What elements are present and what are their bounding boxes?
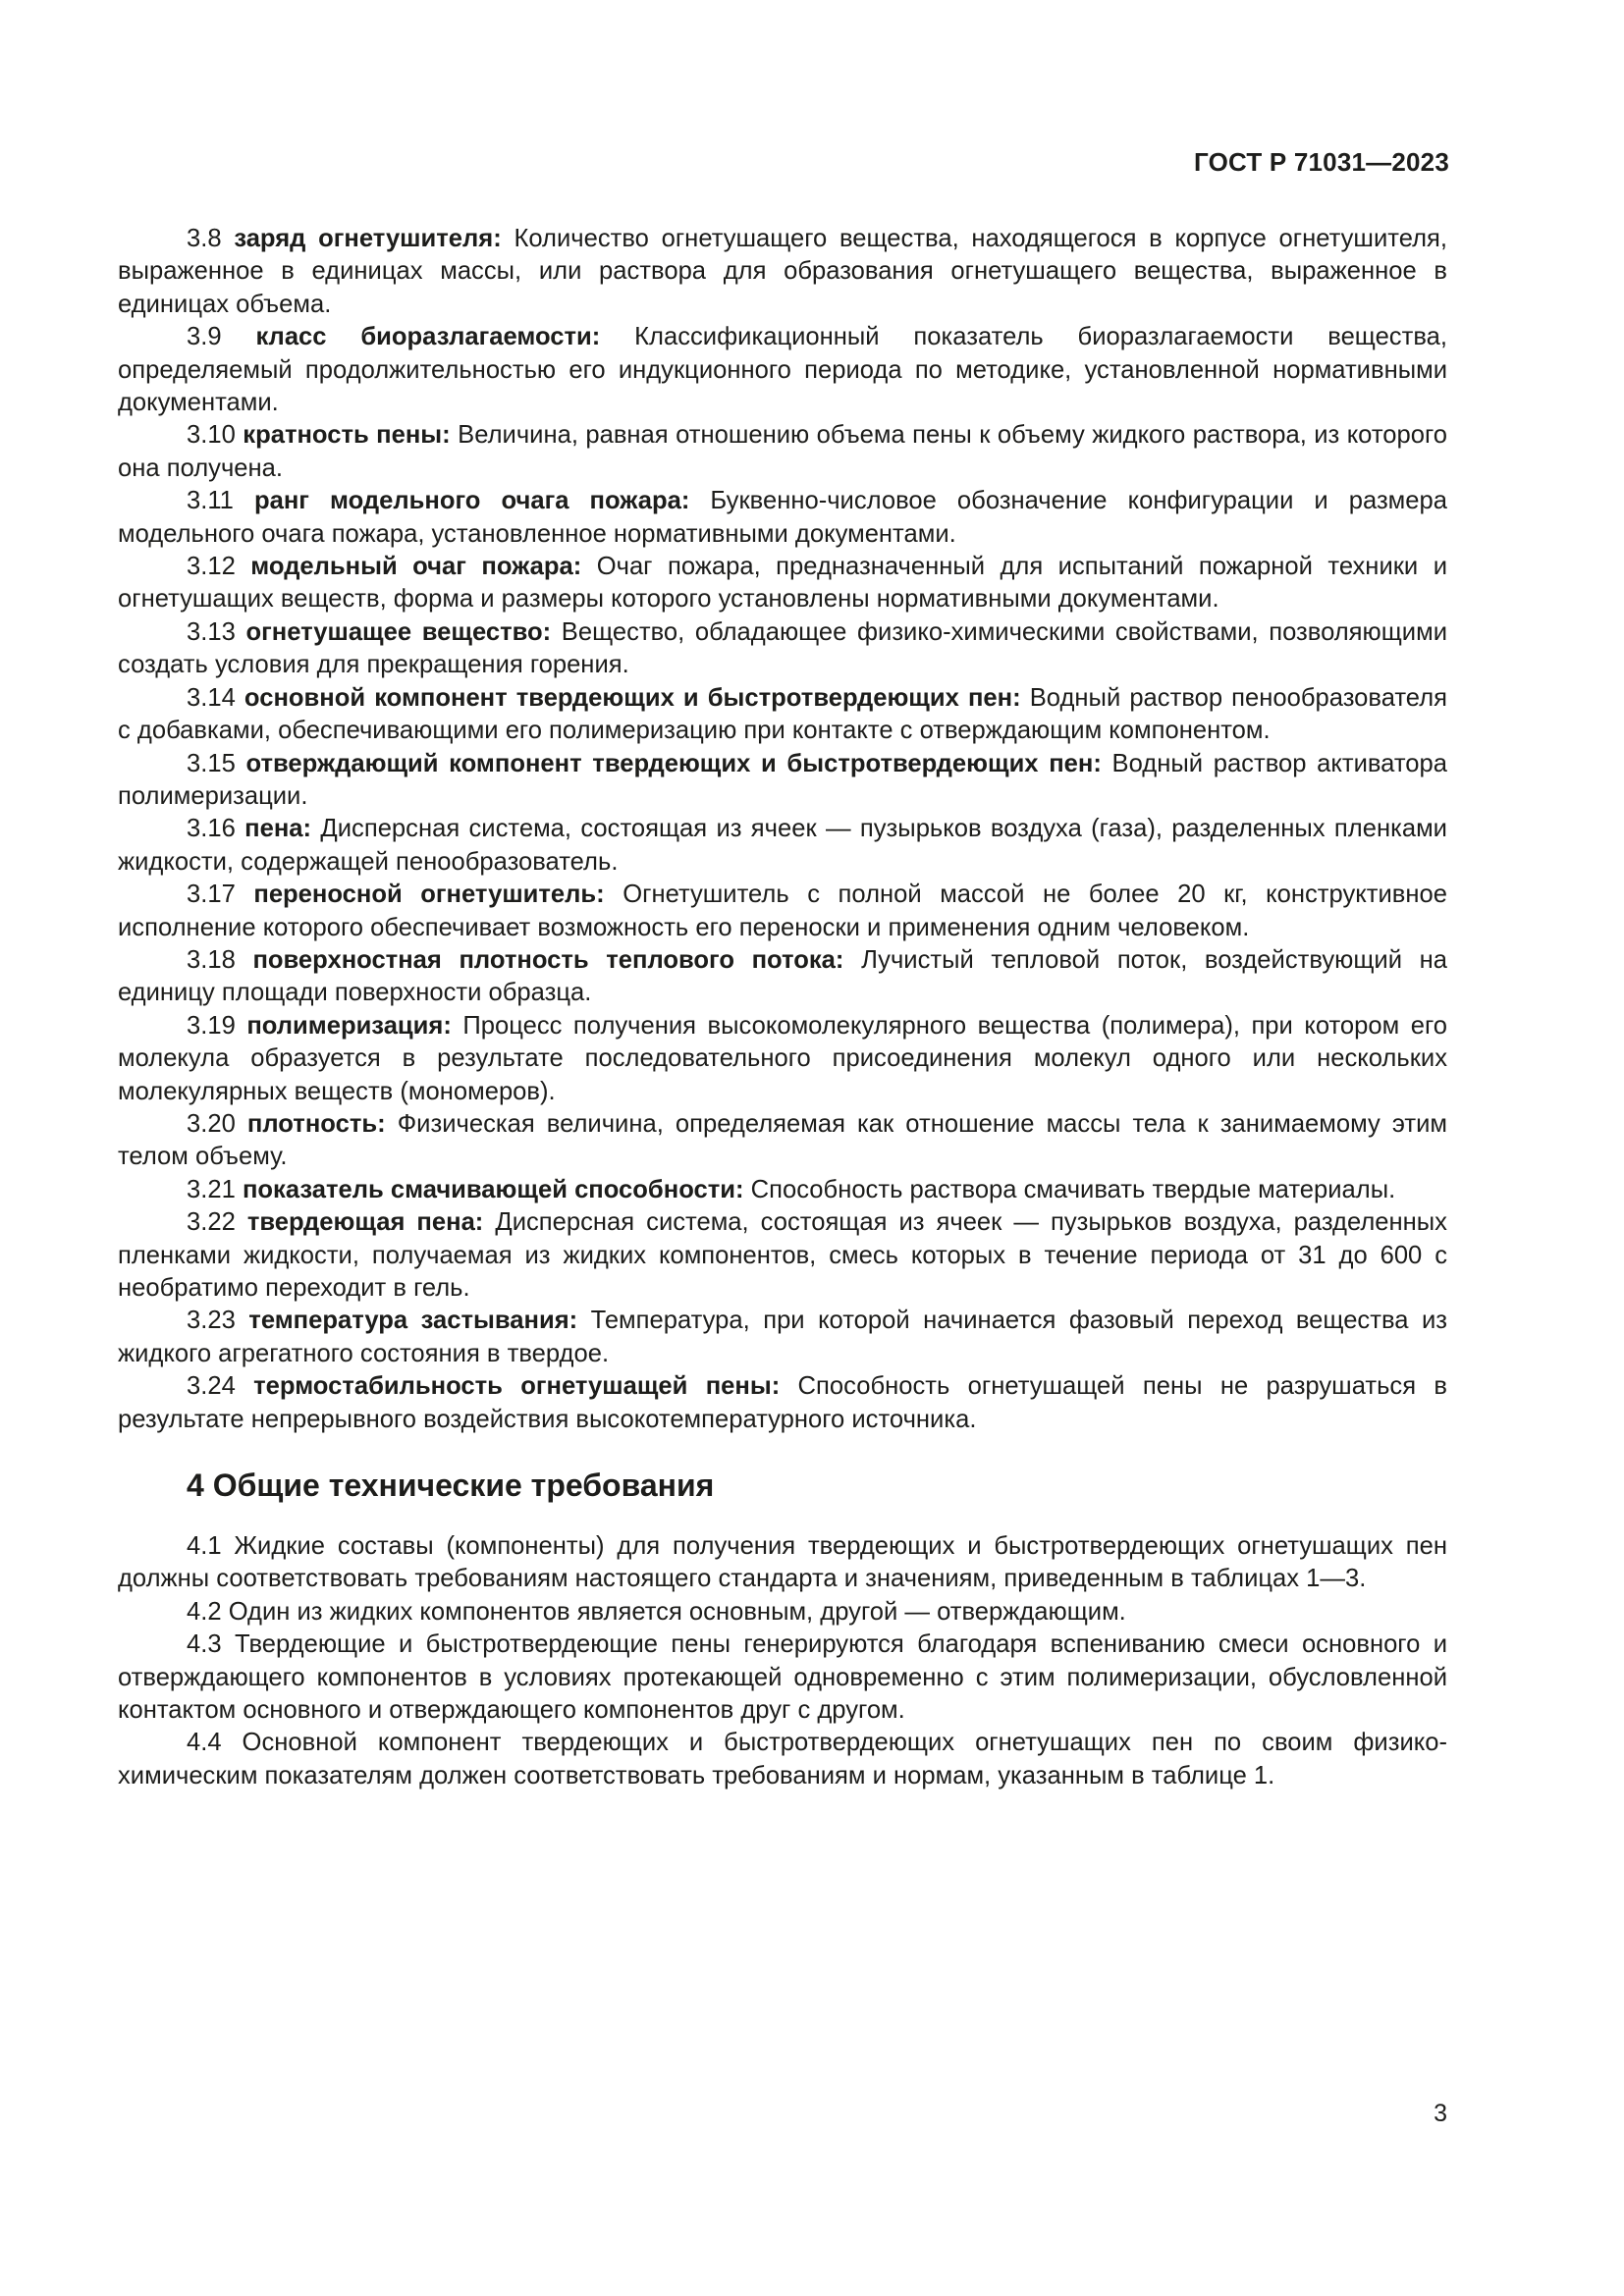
definition-term: отверждающий компонент твердеющих и быстротвердеющих пен: bbox=[245, 749, 1102, 777]
definition-item bbox=[118, 1108, 1447, 1174]
definition-term: показатель смачивающей способности: bbox=[242, 1175, 744, 1203]
definition-number: 3.9 bbox=[187, 323, 222, 351]
definition-number: 3.21 bbox=[187, 1175, 236, 1203]
definition-term: поверхностная плотность теплового потока: bbox=[252, 945, 844, 974]
definitions-list bbox=[118, 223, 1447, 1436]
definition-number: 3.23 bbox=[187, 1307, 236, 1335]
definition-text: Величина, равная отношению объема пены к объему жидкого раствора, из которого она получена. bbox=[118, 421, 1447, 482]
definition-number: 3.19 bbox=[187, 1011, 236, 1040]
definition-term: основной компонент твердеющих и быстротвердеющих пен: bbox=[244, 683, 1021, 712]
definition-term: огнетушащее вещество: bbox=[245, 617, 552, 646]
definition-number: 3.20 bbox=[187, 1109, 236, 1138]
section-paragraph: 4.3 Твердеющие и быстротвердеющие пены генерируются благодаря вспениванию смеси основного и отверждающего компонентов в условиях протекающей одновременно с этим полимеризации, обусловленной контактом основного и отверждающего компонентов друг с другом. bbox=[118, 1630, 1447, 1725]
definition-item bbox=[118, 321, 1447, 419]
definition-text: Способность огнетушащей пены не разрушаться в результате непрерывного воздействия высокотемпературного источника. bbox=[118, 1372, 1447, 1433]
definition-text: Лучистый тепловой поток, воздействующий на единицу площади поверхности образца. bbox=[118, 945, 1447, 1007]
definition-text: Буквенно-числовое обозначение конфигурации и размера модельного очага пожара, установленное нормативными документами. bbox=[118, 487, 1447, 548]
definition-text: Вещество, обладающее физико-химическими свойствами, позволяющими создать условия для прекращения горения. bbox=[118, 617, 1447, 679]
definition-number: 3.18 bbox=[187, 945, 236, 974]
definition-text: Дисперсная система, состоящая из ячеек — пузырьков воздуха (газа), разделенных пленками жидкости, содержащей пенообразователь. bbox=[118, 815, 1447, 876]
definition-number: 3.13 bbox=[187, 617, 236, 646]
definition-number: 3.12 bbox=[187, 553, 236, 581]
section-paragraph: 4.4 Основной компонент твердеющих и быстротвердеющих огнетушащих пен по своим физико-химическим показателям должен соответствовать требованиям и нормам, указанным в таблице 1. bbox=[118, 1729, 1447, 1789]
definition-term: температура застывания: bbox=[248, 1307, 578, 1335]
definition-term: твердеющая пена: bbox=[246, 1208, 484, 1237]
definition-term: полимеризация: bbox=[246, 1011, 452, 1040]
page-number: 3 bbox=[1434, 2100, 1447, 2127]
definition-item bbox=[118, 879, 1447, 944]
definition-text: Классификационный показатель биоразлагаемости вещества, определяемый продолжительностью его индукционного периода по методике, установленной нормативными документами. bbox=[118, 323, 1447, 417]
definition-number: 3.22 bbox=[187, 1208, 236, 1237]
definition-text: Физическая величина, определяемая как отношение массы тела к занимаемому этим телом объему. bbox=[118, 1109, 1447, 1171]
definition-text: Водный раствор пенообразователя с добавками, обеспечивающими его полимеризацию при контакте с отверждающим компонентом. bbox=[118, 683, 1447, 745]
definition-number: 3.16 bbox=[187, 815, 236, 843]
definition-term: класс биоразлагаемости: bbox=[255, 323, 601, 351]
definition-item bbox=[118, 748, 1447, 814]
section-paragraph: 4.1 Жидкие составы (компоненты) для получения твердеющих и быстротвердеющих огнетушащих пен должны соответствовать требованиям настоящего стандарта и значениям, приведенным в таблицах 1—3. bbox=[118, 1532, 1447, 1593]
definition-text: Температура, при которой начинается фазовый переход вещества из жидкого агрегатного состояния в твердое. bbox=[118, 1307, 1447, 1367]
definition-number: 3.10 bbox=[187, 421, 236, 450]
definition-number: 3.8 bbox=[187, 225, 222, 252]
definition-term: заряд огнетушителя: bbox=[234, 225, 502, 252]
definition-term: модельный очаг пожара: bbox=[250, 553, 582, 581]
definition-term: термостабильность огнетушащей пены: bbox=[253, 1372, 781, 1401]
definition-item bbox=[118, 223, 1447, 321]
definition-text: Дисперсная система, состоящая из ячеек — пузырьков воздуха, разделенных пленками жидкости, получаемая из жидких компонентов, смесь которых в течение периода от 31 до 600 с необратимо переходит в гель. bbox=[118, 1208, 1447, 1302]
definition-item bbox=[118, 1305, 1447, 1370]
definition-number: 3.24 bbox=[187, 1372, 236, 1401]
definition-item bbox=[118, 682, 1447, 748]
page-content bbox=[118, 223, 1447, 1792]
definition-item bbox=[118, 419, 1447, 485]
definition-item bbox=[118, 1370, 1447, 1436]
definition-text: Способность раствора смачивать твердые материалы. bbox=[750, 1175, 1396, 1203]
definition-term: пена: bbox=[244, 815, 312, 843]
definition-text: Количество огнетушащего вещества, находящегося в корпусе огнетушителя, выраженное в единицах массы, или раствора для образования огнетушащего вещества, выраженное в единицах объема. bbox=[118, 225, 1447, 318]
definition-number: 3.15 bbox=[187, 749, 236, 777]
section-heading: 4 Общие технические требования bbox=[187, 1468, 715, 1504]
definition-item bbox=[118, 1174, 1447, 1206]
section-4-body bbox=[118, 1530, 1447, 1792]
definition-term: ранг модельного очага пожара: bbox=[253, 487, 690, 515]
definition-text: Процесс получения высокомолекулярного вещества (полимера), при котором его молекула образуется в результате последовательного присоединения молекул одного или нескольких молекулярных веществ (мономеров). bbox=[118, 1011, 1447, 1105]
definition-number: 3.17 bbox=[187, 881, 236, 909]
definition-number: 3.14 bbox=[187, 683, 236, 712]
definition-term: переносной огнетушитель: bbox=[253, 881, 605, 909]
definition-text: Огнетушитель с полной массой не более 20 кг, конструктивное исполнение которого обеспечивает возможность его переноски и применения одним человеком. bbox=[118, 881, 1447, 941]
definition-item bbox=[118, 485, 1447, 551]
definition-term: кратность пены: bbox=[243, 421, 451, 450]
definition-item bbox=[118, 813, 1447, 879]
definition-item bbox=[118, 616, 1447, 682]
definition-item bbox=[118, 1206, 1447, 1305]
definition-item bbox=[118, 551, 1447, 616]
definition-text: Очаг пожара, предназначенный для испытаний пожарной техники и огнетушащих веществ, форма и размеры которого установлены нормативными документами. bbox=[118, 553, 1447, 614]
definition-item bbox=[118, 944, 1447, 1010]
definition-term: плотность: bbox=[246, 1109, 386, 1138]
document-code: ГОСТ Р 71031—2023 bbox=[1194, 147, 1449, 177]
definition-text: Водный раствор активатора полимеризации. bbox=[118, 749, 1447, 810]
section-paragraph: 4.2 Один из жидких компонентов является основным, другой — отверждающим. bbox=[187, 1597, 1126, 1626]
definition-number: 3.11 bbox=[187, 487, 234, 515]
definition-item bbox=[118, 1010, 1447, 1108]
